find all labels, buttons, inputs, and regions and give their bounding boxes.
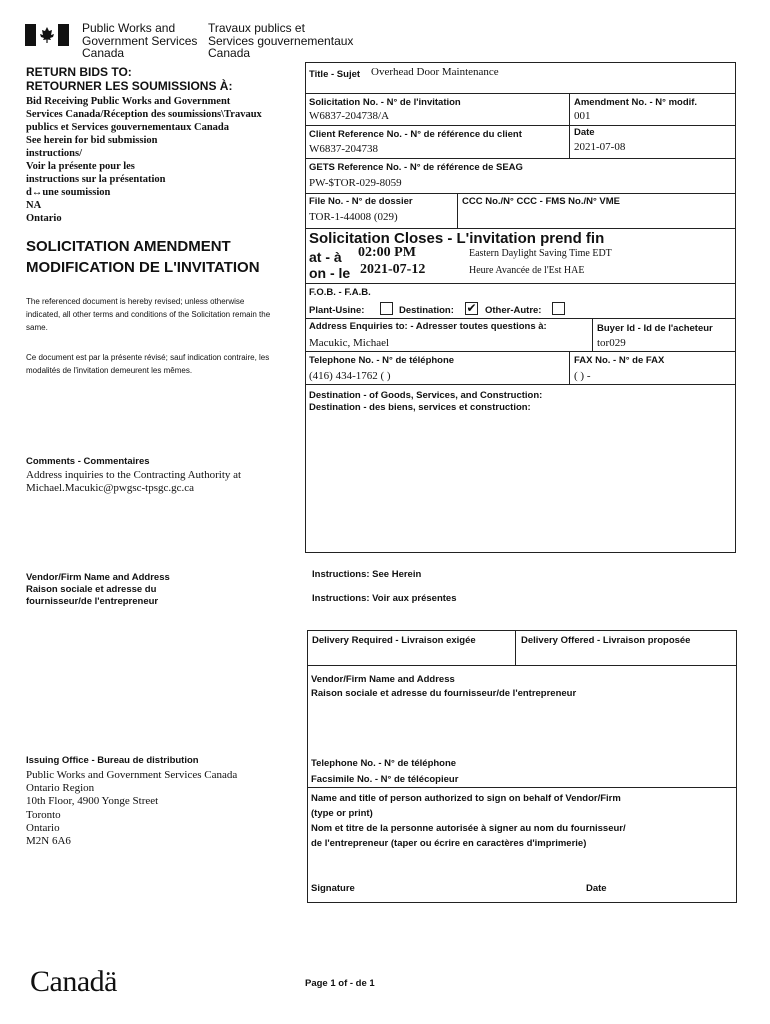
issuing-address-line: 10th Floor, 4900 Yonge Street [26,795,159,808]
solicitation-no-label: Solicitation No. - N° de l'invitation [309,97,461,108]
issuing-address-line: Ontario Region [26,782,95,795]
plant-label: Plant-Usine: [309,305,365,316]
destination-label: Destination: [399,305,454,316]
timezone-fr: Heure Avancée de l'Est HAE [469,265,585,276]
return-address-line: NA [26,200,42,211]
return-address-line: publics et Services gouvernementaux Canada [26,122,229,133]
return-address-line: See herein for bid submission [26,135,158,146]
telephone-value: (416) 434-1762 ( ) [309,370,391,382]
signature-label: Signature [311,883,355,894]
issuing-office-address [26,769,237,848]
gets-ref-label: GETS Reference No. - N° de référence de SEAG [309,162,523,173]
return-bids-en: RETURN BIDS TO: [26,65,132,79]
authorized-signer-label [311,791,626,851]
department-name-fr [208,22,353,60]
vendor-label-line: Vendor/Firm Name and Address [26,572,170,583]
dept-fr-line: Canada [208,46,251,60]
authorized-line: (type or print) [311,808,373,819]
address-enquiries-label: Address Enquiries to: - Adresser toutes questions à: [309,321,547,332]
fax-label: FAX No. - N° de FAX [574,355,665,366]
authorized-line: Nom et titre de la personne autorisée à signer au nom du fournisseur/ [311,823,626,834]
file-no-label: File No. - N° de dossier [309,196,413,207]
issuing-address-line: Public Works and Government Services Canada [26,769,238,781]
title-label: Title - Sujet [309,69,361,80]
other-checkbox[interactable] [552,302,565,315]
vendor-telephone-label: Telephone No. - N° de téléphone [311,758,457,769]
title-value: Overhead Door Maintenance [371,66,499,78]
return-address-line: Bid Receiving Public Works and Government [26,96,231,107]
authorized-line: de l'entrepreneur (taper ou écrire en caractères d'imprimerie) [311,838,587,849]
comments-line: Michael.Macukic@pwgsc-tpsgc.gc.ca [26,482,195,494]
destination-checkbox[interactable] [465,302,478,315]
plant-checkbox[interactable] [380,302,393,315]
issuing-address-line: Ontario [26,821,60,834]
date-value: 2021-07-08 [574,141,626,153]
amendment-title-fr: MODIFICATION DE L'INVITATION [26,259,260,276]
address-enquiries-value: Macukic, Michael [309,337,390,349]
amendment-no-label: Amendment No. - N° modif. [574,97,698,108]
return-address-line: Voir la présente pour les [26,161,135,172]
destination-goods-fr: Destination - des biens, services et construction: [309,402,531,413]
client-ref-label: Client Reference No. - N° de référence du client [309,129,522,140]
check-mark-icon: ✔ [466,301,477,315]
department-name-en [82,22,197,60]
client-ref-value: W6837-204738 [309,143,379,155]
signature-date-label: Date [586,883,607,894]
solicitation-closes-title: Solicitation Closes - L'invitation prend fin [309,230,605,247]
vendor-name-en-label: Vendor/Firm Name and Address [311,674,455,685]
dept-fr-line: Travaux publics et [208,21,305,35]
issuing-address-line: Toronto [26,808,61,821]
timezone-en: Eastern Daylight Saving Time EDT [469,248,612,259]
dept-fr-line: Services gouvernementaux [208,33,354,48]
buyer-id-value: tor029 [597,337,626,349]
destination-goods-en: Destination - of Goods, Services, and Construction: [309,390,543,401]
return-address-line: instructions/ [26,148,83,159]
gets-ref-value: PW-$TOR-029-8059 [309,177,402,189]
amendment-no-value: 001 [574,110,591,122]
dept-en-line: Canada [82,46,125,60]
page-number: Page 1 of - de 1 [305,978,375,989]
solicitation-no-value: W6837-204738/A [309,110,390,122]
date-label: Date [574,127,595,138]
instructions-en: Instructions: See Herein [312,569,422,580]
comments-label: Comments - Commentaires [26,456,150,467]
instructions-fr: Instructions: Voir aux présentes [312,593,457,604]
vendor-facsimile-label: Facsimile No. - N° de télécopieur [311,774,459,785]
dept-en-line: Public Works and [82,21,176,35]
return-address-line: Services Canada/Réception des soumissions\Travaux [26,109,262,120]
comments-text [26,469,241,495]
delivery-offered-label: Delivery Offered - Livraison proposée [521,635,691,646]
ccc-no-label: CCC No./N° CCC - FMS No./N° VME [462,196,621,207]
return-address [26,95,286,229]
issuing-address-line: M2N 6A6 [26,835,71,848]
revised-notice-fr: Ce document est par la présente révisé; sauf indication contraire, les modalités de l'invitation demeurent les mêmes. [26,353,270,375]
canada-wordmark: Canadä [30,965,117,998]
amendment-title-en: SOLICITATION AMENDMENT [26,238,231,255]
buyer-id-label: Buyer Id - Id de l'acheteur [597,323,713,334]
closing-date-value: 2021-07-12 [360,262,426,277]
vendor-name-fr-label: Raison sociale et adresse du fournisseur/de l'entrepreneur [311,688,577,699]
closing-time-label: at - à [309,249,342,265]
return-address-line: Ontario [26,213,62,224]
issuing-office-label: Issuing Office - Bureau de distribution [26,755,199,766]
revised-notice-en: The referenced document is hereby revised; unless otherwise indicated, all other terms and conditions of the Solicitation remain the same. [26,297,271,332]
return-address-line: instructions sur la présentation [26,174,166,185]
return-bids-heading [26,65,232,93]
authorized-line: Name and title of person authorized to sign on behalf of Vendor/Firm [311,793,621,804]
vendor-label-line: fournisseur/de l'entrepreneur [26,596,159,607]
telephone-label: Telephone No. - N° de téléphone [309,355,455,366]
fob-label: F.O.B. - F.A.B. [309,287,371,298]
return-address-line: d↔une soumission [26,187,111,198]
vendor-label-line: Raison sociale et adresse du [26,584,157,595]
vendor-label-left [26,572,170,608]
fax-value: ( ) - [574,370,591,382]
closing-time-value: 02:00 PM [358,245,416,260]
return-bids-fr: RETOURNER LES SOUMISSIONS À: [26,79,233,93]
canada-flag-icon [25,24,69,46]
delivery-required-label: Delivery Required - Livraison exigée [312,635,476,646]
comments-line: Address inquiries to the Contracting Authority at [26,469,242,481]
dept-en-line: Government Services [82,33,198,48]
closing-date-label: on - le [309,265,351,281]
other-label: Other-Autre: [485,305,542,316]
amendment-title [26,236,260,278]
file-no-value: TOR-1-44008 (029) [309,211,398,223]
